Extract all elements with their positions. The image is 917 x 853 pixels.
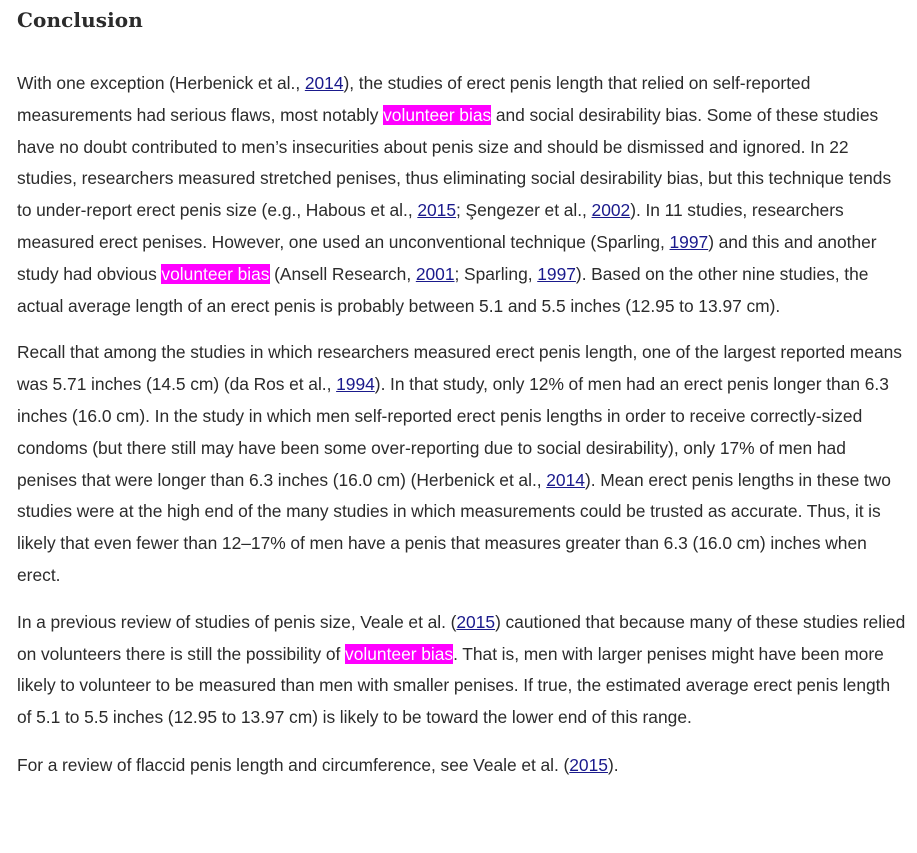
article-section <box>17 0 907 782</box>
highlight-volunteer-bias: volunteer bias <box>161 263 270 284</box>
text: ) cautioned that because many of these studies relied on volunteers there is still the possibility of <box>17 611 906 664</box>
highlight-volunteer-bias: volunteer bias <box>345 643 454 664</box>
citation-link-sengezer-2002[interactable]: 2002 <box>591 200 631 221</box>
text: In a previous review of studies of penis size, Veale et al. ( <box>17 611 457 632</box>
paragraph-3 <box>17 607 907 734</box>
citation-link-ansell-2001[interactable]: 2001 <box>415 263 455 284</box>
citation-link-herbenick-2014[interactable]: 2014 <box>546 469 585 490</box>
text: ), the studies of erect penis length that relied on self-reported measurements had serious flaws, most notably <box>17 73 811 125</box>
citation-link-sparling-1997[interactable]: 1997 <box>669 231 709 252</box>
citation-link-veale-2015[interactable]: 2015 <box>569 754 608 775</box>
paragraph-4 <box>17 750 907 782</box>
citation-link-habous-2015[interactable]: 2015 <box>417 200 457 221</box>
text: ) and this and another study had obvious <box>17 231 877 284</box>
text: For a review of flaccid penis length and circumference, see Veale et al. ( <box>17 754 570 775</box>
citation-link-veale-2015[interactable]: 2015 <box>456 611 496 632</box>
text: ). Mean erect penis lengths in these two studies were at the high end of the many studies in which measurements could be trusted as accurate. Thus, it is likely that even fewer than 12–17% of men have a penis that measures greater than 6.3 (16.0 cm) inches when erect. <box>17 469 891 585</box>
text: ). <box>607 754 619 775</box>
citation-link-sparling-1997[interactable]: 1997 <box>537 263 576 284</box>
text: and social desirability bias. Some of these studies have no doubt contributed to men’s insecurities about penis size and should be dismissed and ignored. In 22 studies, researchers measured stretched penises, thus eliminating social desirability bias, but this technique tends to under-report erect penis size (e.g., Habous et al., <box>17 104 892 221</box>
text: . That is, men with larger penises might have been more likely to volunteer to be measured than men with smaller penises. If true, the estimated average erect penis length of 5.1 to 5.5 inches (12.95 to 13.97 cm) is likely to be toward the lower end of this range. <box>17 643 891 728</box>
text: Recall that among the studies in which researchers measured erect penis length, one of the largest reported means was 5.71 inches (14.5 cm) (da Ros et al., <box>17 342 902 395</box>
text: With one exception (Herbenick et al., <box>17 73 305 93</box>
text: ; Sparling, <box>454 263 538 284</box>
text: ). In that study, only 12% of men had an erect penis longer than 6.3 inches (16.0 cm). In the study in which men self-reported erect penis lengths in order to receive correctly-sized condoms (but there still may have been some over-reporting due to social desirability), only 17% of men had penises that were longer than 6.3 inches (16.0 cm) (Herbenick et al., <box>17 374 889 490</box>
citation-link-herbenick-2014[interactable]: 2014 <box>304 73 344 93</box>
text: ; Şengezer et al., <box>456 200 592 221</box>
text: ). Based on the other nine studies, the actual average length of an erect penis is probably between 5.1 and 5.5 inches (12.95 to 13.97 cm). <box>17 263 869 316</box>
section-heading: Conclusion <box>17 8 143 32</box>
highlight-volunteer-bias: volunteer bias <box>383 104 492 125</box>
text: (Ansell Research, <box>269 263 416 284</box>
paragraph-1 <box>17 68 907 322</box>
paragraph-2 <box>17 337 907 591</box>
text: ). In 11 studies, researchers measured erect penises. However, one used an unconventional technique (Sparling, <box>17 200 844 252</box>
citation-link-da-ros-1994[interactable]: 1994 <box>336 374 375 395</box>
